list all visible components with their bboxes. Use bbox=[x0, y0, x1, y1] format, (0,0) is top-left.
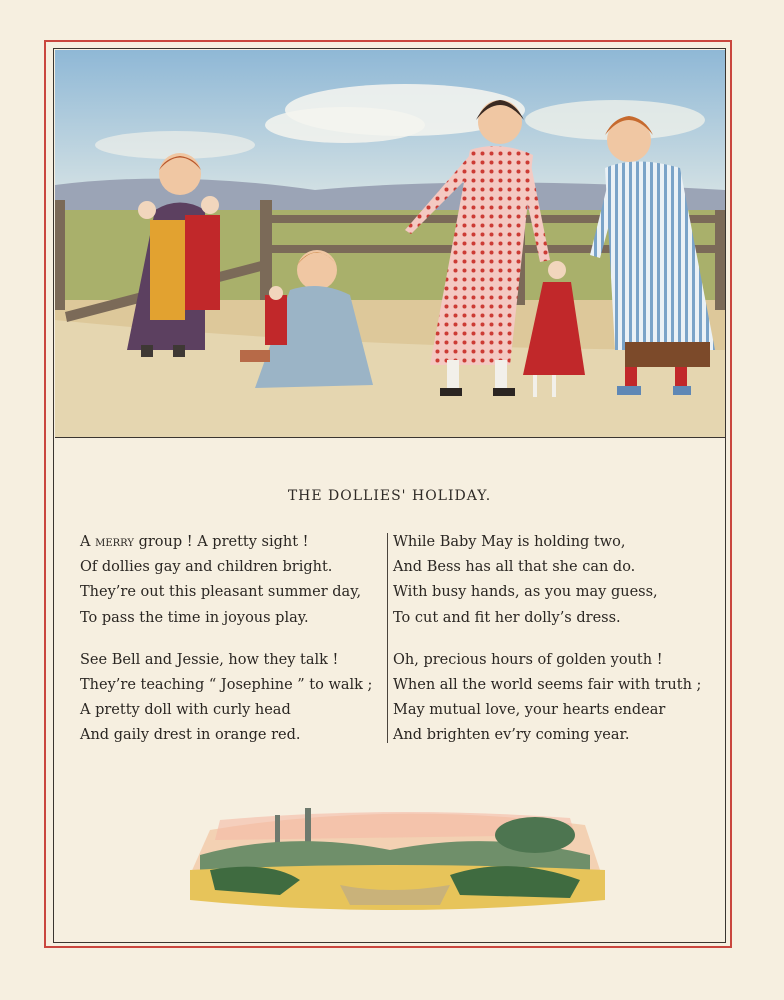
poem-title: THE DOLLIES' HOLIDAY. bbox=[287, 488, 492, 504]
vignette-svg bbox=[190, 800, 605, 920]
poem-line: A pretty doll with curly head bbox=[80, 702, 291, 719]
poem-line: They’re out this pleasant summer day, bbox=[80, 584, 362, 601]
poem-line: To pass the time in joyous play. bbox=[80, 609, 309, 626]
poem-line: May mutual love, your hearts endear bbox=[393, 702, 666, 719]
poem-line: With busy hands, as you may guess, bbox=[393, 584, 658, 601]
poem-line bbox=[80, 530, 380, 555]
poem-left-column bbox=[80, 530, 380, 749]
illustration-svg bbox=[55, 50, 725, 437]
poem-line: They’re teaching “ Josephine ” to walk ; bbox=[80, 677, 373, 694]
poem-line: When all the world seems fair with truth ; bbox=[393, 677, 702, 694]
poem-line: While Baby May is holding two, bbox=[393, 534, 626, 550]
poem-line: And gaily drest in orange red. bbox=[80, 727, 301, 744]
landscape-vignette bbox=[190, 800, 605, 920]
stanza-gap bbox=[80, 631, 380, 648]
poem-line: See Bell and Jessie, how they talk ! bbox=[80, 651, 339, 668]
poem-right-column bbox=[393, 530, 713, 749]
poem-line: Oh, precious hours of golden youth ! bbox=[393, 651, 663, 668]
children-with-dolls-illustration bbox=[55, 50, 725, 438]
poem-line: To cut and fit her dolly’s dress. bbox=[393, 609, 621, 626]
poem-line-text: group ! A pretty sight ! bbox=[133, 534, 309, 550]
stanza-gap bbox=[393, 631, 713, 648]
column-divider bbox=[387, 533, 388, 743]
poem-line: And Bess has all that she can do. bbox=[393, 559, 636, 576]
small-caps-lead: A merry bbox=[80, 534, 134, 550]
poem-line: And brighten ev’ry coming year. bbox=[393, 727, 630, 744]
poem-line: Of dollies gay and children bright. bbox=[80, 559, 333, 576]
